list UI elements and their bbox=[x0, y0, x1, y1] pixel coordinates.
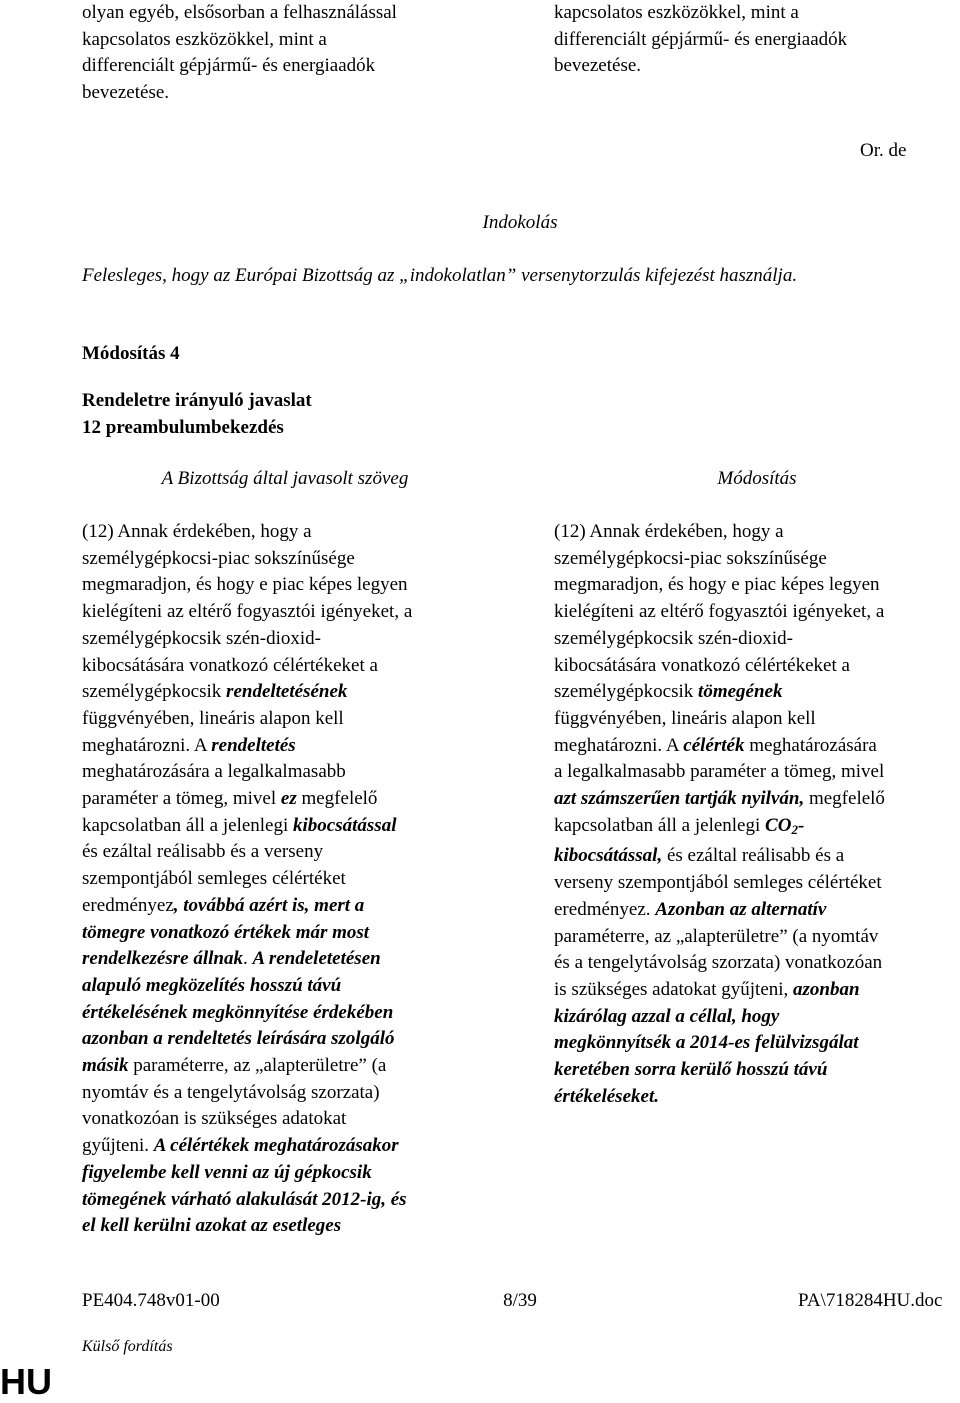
text-segment: kielégíteni az eltérő fogyasztói igényeket, a bbox=[554, 601, 885, 623]
text-line bbox=[554, 733, 960, 760]
text-line bbox=[82, 1160, 502, 1187]
text-segment: vonatkozóan is szükséges adatokat bbox=[82, 1108, 347, 1130]
text-line bbox=[554, 759, 960, 786]
text-line bbox=[554, 572, 960, 599]
text-line bbox=[82, 733, 502, 760]
text-segment: A rendeletetésen bbox=[252, 948, 381, 970]
justification-text: Felesleges, hogy az Európai Bizottság az „indokolatlan” versenytorzulás kifejezést használja. bbox=[82, 265, 798, 286]
proposal-type: Rendeletre irányuló javaslat bbox=[82, 390, 312, 411]
text-segment: kielégíteni az eltérő fogyasztói igényeket, a bbox=[82, 601, 413, 623]
text-segment: paraméterre, az „alapterületre” (a bbox=[128, 1055, 387, 1077]
text-line bbox=[82, 973, 502, 1000]
text-segment: 2 bbox=[791, 821, 798, 837]
text-segment: A célértékek meghatározásakor bbox=[153, 1135, 399, 1157]
text-segment: is szükséges adatokat gyűjteni, bbox=[554, 978, 794, 1000]
text-line bbox=[82, 920, 502, 947]
text-segment: el kell kerülni azokat az esetleges bbox=[82, 1215, 342, 1237]
text-line bbox=[82, 1080, 502, 1107]
text-segment: célérték bbox=[683, 734, 745, 756]
text-line bbox=[82, 653, 502, 680]
text-segment: kapcsolatban áll a jelenlegi bbox=[82, 814, 294, 836]
text-segment: személygépkocsik bbox=[82, 681, 227, 703]
text-line bbox=[82, 1026, 502, 1053]
footer-language-code: HU bbox=[0, 1361, 52, 1402]
text-segment: és a tengelytávolság szorzata) vonatkozóan bbox=[554, 952, 883, 974]
text-line bbox=[82, 1053, 502, 1080]
text-segment: eredményez. bbox=[554, 898, 656, 920]
text-line bbox=[82, 759, 502, 786]
text-segment: kibocsátással bbox=[293, 814, 397, 836]
text-line: bevezetése. bbox=[554, 55, 642, 77]
footer-page-number: 8/39 bbox=[503, 1290, 537, 1311]
text-line bbox=[554, 599, 960, 626]
top-right-text bbox=[554, 0, 954, 80]
footer-file-name: PA\718284HU.doc bbox=[798, 1290, 943, 1311]
text-line: differenciált gépjármű- és energiaadók bbox=[82, 55, 376, 77]
text-segment: meghatározására bbox=[744, 734, 877, 756]
text-line bbox=[82, 679, 502, 706]
text-line bbox=[554, 870, 960, 897]
text-segment: ez bbox=[280, 788, 297, 810]
text-line bbox=[554, 1084, 960, 1111]
text-line bbox=[554, 1030, 960, 1057]
text-line bbox=[554, 924, 960, 951]
text-segment: és ezáltal reálisabb és a bbox=[662, 845, 845, 867]
text-segment: függvényében, lineáris alapon kell bbox=[82, 707, 344, 729]
footer-translation-note: Külső fordítás bbox=[82, 1338, 173, 1355]
text-segment: figyelembe kell venni az új gépkocsik bbox=[82, 1161, 372, 1183]
left-column-heading: A Bizottság által javasolt szöveg bbox=[161, 468, 409, 489]
text-line bbox=[554, 897, 960, 924]
text-segment: tömegének várható alakulását 2012-ig, és bbox=[82, 1188, 407, 1210]
original-language: Or. de bbox=[860, 140, 907, 161]
amendment-text-column bbox=[554, 519, 960, 1110]
text-segment: rendelkezésre állnak bbox=[82, 948, 243, 970]
text-segment: azt számszerűen tartják nyilván, bbox=[554, 788, 805, 810]
text-segment: meghatározni. A bbox=[82, 734, 212, 756]
text-segment: kibocsátására vonatkozó célértékeket a bbox=[82, 654, 378, 676]
text-line bbox=[82, 1187, 502, 1214]
text-segment: kibocsátására vonatkozó célértékeket a bbox=[554, 654, 850, 676]
text-line bbox=[82, 1000, 502, 1027]
text-segment: Azonban az alternatív bbox=[655, 898, 827, 920]
text-line bbox=[82, 519, 502, 546]
text-segment: megmaradjon, és hogy e piac képes legyen bbox=[82, 574, 408, 596]
text-segment: megkönnyítsék a 2014-es felülvizsgálat bbox=[554, 1032, 859, 1054]
text-segment: CO bbox=[765, 814, 792, 836]
text-line bbox=[82, 1106, 502, 1133]
text-line bbox=[554, 786, 960, 813]
commission-text-column bbox=[82, 519, 502, 1240]
text-segment: gyűjteni. bbox=[82, 1135, 154, 1157]
recital-number: 12 preambulumbekezdés bbox=[82, 416, 284, 438]
text-line: differenciált gépjármű- és energiaadók bbox=[554, 28, 848, 50]
text-line: olyan egyéb, elsősorban a felhasználással bbox=[82, 2, 397, 23]
text-segment: . bbox=[242, 948, 253, 970]
text-segment: nyomtáv és a tengelytávolság szorzata) bbox=[82, 1081, 380, 1103]
text-line bbox=[82, 866, 502, 893]
text-segment: meghatározására a legalkalmasabb bbox=[82, 761, 346, 783]
text-segment: kizárólag azzal a céllal, hogy bbox=[554, 1005, 780, 1027]
text-segment: és ezáltal reálisabb és a verseny bbox=[82, 841, 324, 863]
top-left-text bbox=[82, 0, 482, 107]
text-line bbox=[554, 813, 960, 844]
text-segment: személygépkocsik szén-dioxid- bbox=[82, 627, 322, 649]
text-line bbox=[554, 977, 960, 1004]
amendment-title: Módosítás 4 bbox=[82, 343, 180, 364]
justification-heading: Indokolás bbox=[482, 212, 558, 233]
text-line: kapcsolatos eszközökkel, mint a bbox=[82, 28, 327, 50]
text-line bbox=[554, 519, 960, 546]
text-segment: paraméterre, az „alapterületre” (a nyomtáv bbox=[554, 925, 879, 947]
text-segment: személygépkocsik szén-dioxid- bbox=[554, 627, 794, 649]
text-line: kapcsolatos eszközökkel, mint a bbox=[554, 2, 799, 23]
text-segment: tömegének bbox=[698, 681, 783, 703]
text-line bbox=[554, 1004, 960, 1031]
text-line bbox=[82, 813, 502, 840]
text-line bbox=[554, 679, 960, 706]
footer-doc-id: PE404.748v01-00 bbox=[82, 1290, 220, 1311]
text-line bbox=[82, 706, 502, 733]
text-segment: értékelésének megkönnyítése érdekében bbox=[82, 1001, 394, 1023]
right-column-heading: Módosítás bbox=[717, 468, 797, 489]
text-segment: kapcsolatban áll a jelenlegi bbox=[554, 814, 766, 836]
text-line bbox=[554, 626, 960, 653]
text-line bbox=[82, 599, 502, 626]
text-segment: rendeltetés bbox=[211, 734, 296, 756]
text-segment: verseny szempontjából semleges célértéket bbox=[554, 872, 882, 894]
text-segment: függvényében, lineáris alapon kell bbox=[554, 707, 816, 729]
text-line: bevezetése. bbox=[82, 82, 170, 104]
text-segment: személygépkocsi-piac sokszínűsége bbox=[82, 547, 355, 569]
text-line bbox=[554, 843, 960, 870]
text-segment: keretében sorra kerülő hosszú távú bbox=[554, 1059, 828, 1081]
text-line bbox=[82, 946, 502, 973]
text-segment: a legalkalmasabb paraméter a tömeg, mivel bbox=[554, 761, 885, 783]
text-segment: személygépkocsik bbox=[554, 681, 699, 703]
text-line bbox=[554, 1057, 960, 1084]
text-segment: megfelelő bbox=[296, 788, 378, 810]
text-line bbox=[82, 572, 502, 599]
text-segment: kibocsátással, bbox=[554, 845, 663, 867]
text-segment: azonban bbox=[793, 978, 860, 1000]
text-line bbox=[82, 893, 502, 920]
text-line bbox=[82, 1133, 502, 1160]
text-segment: szempontjából semleges célértéket bbox=[82, 868, 346, 890]
text-segment: eredményez bbox=[82, 894, 174, 916]
text-segment: tömegre vonatkozó értékek már most bbox=[82, 921, 370, 943]
text-line bbox=[82, 1213, 502, 1240]
text-line bbox=[554, 950, 960, 977]
text-segment: alapuló megközelítés hosszú távú bbox=[82, 974, 342, 996]
text-segment: - bbox=[797, 814, 805, 836]
text-line bbox=[82, 546, 502, 573]
text-segment: értékeléseket. bbox=[554, 1085, 659, 1107]
text-segment: másik bbox=[82, 1055, 129, 1077]
text-segment: megmaradjon, és hogy e piac képes legyen bbox=[554, 574, 880, 596]
text-line bbox=[554, 706, 960, 733]
text-line bbox=[554, 546, 960, 573]
text-segment: személygépkocsi-piac sokszínűsége bbox=[554, 547, 827, 569]
text-segment: (12) Annak érdekében, hogy a bbox=[82, 521, 312, 542]
text-segment: , továbbá azért is, mert a bbox=[173, 894, 365, 916]
text-segment: rendeltetésének bbox=[226, 681, 348, 703]
text-segment: (12) Annak érdekében, hogy a bbox=[554, 521, 784, 542]
text-segment: megfelelő bbox=[804, 788, 885, 810]
text-line bbox=[554, 653, 960, 680]
text-segment: azonban a rendeltetés leírására szolgáló bbox=[82, 1028, 395, 1050]
text-line bbox=[82, 786, 502, 813]
text-line bbox=[82, 626, 502, 653]
text-segment: meghatározni. A bbox=[554, 734, 684, 756]
text-line bbox=[82, 839, 502, 866]
text-segment: paraméter a tömeg, mivel bbox=[82, 788, 281, 810]
proposal-label bbox=[82, 388, 312, 441]
